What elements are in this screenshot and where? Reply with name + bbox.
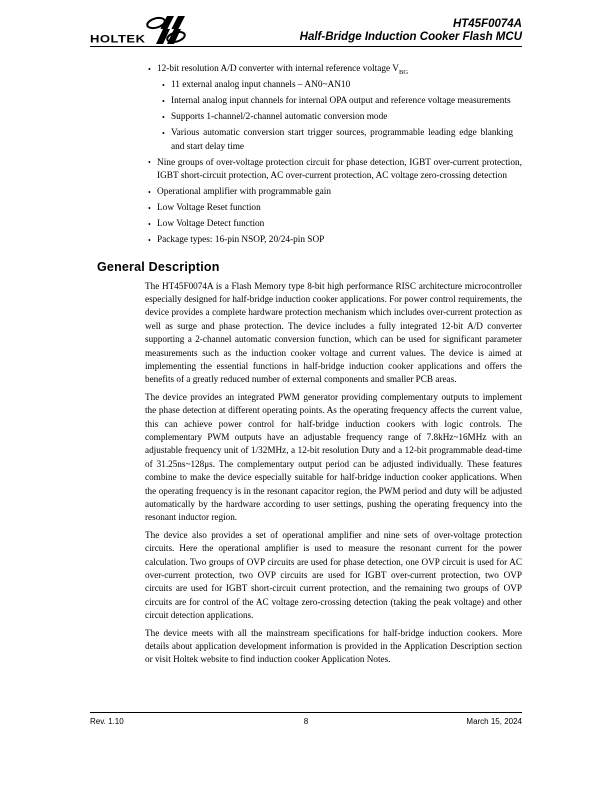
subscript-text: BG	[398, 68, 409, 76]
list-item: • Nine groups of over-voltage protection circuit for phase detection, IGBT over-current protection, IGBT short-circuit protection, AC over-current protection, AC voltage zero-crossing detection	[148, 157, 522, 184]
revision-label: Rev. 1.10	[90, 717, 124, 726]
list-item: • Package types: 16-pin NSOP, 20/24-pin SOP	[148, 234, 522, 248]
document-subtitle: Half-Bridge Induction Cooker Flash MCU	[299, 31, 522, 43]
holtek-logo	[90, 15, 186, 46]
feature-list	[148, 63, 522, 248]
paragraph: The HT45F0074A is a Flash Memory type 8-bit high performance RISC architecture microcontroller especially designed for half-bridge induction cooker applications. For power control requirements, the device provides a complete hardware protection mechanism which includes over-current protection as well as surge and phase protection. The device includes a fully integrated 12-bit A/D converter supporting a 2-channel automatic conversion function, which can be used for significant parameter measurements such as the induction cooker voltage and current values. The device is aimed at implementing the essential functions in half-bridge induction cooker applications and offers the benefits of a greatly reduced number of external components and smaller PCB areas.	[145, 280, 522, 385]
list-item	[148, 63, 522, 77]
holtek-logo-mark-icon	[146, 15, 186, 45]
list-item: • Internal analog input channels for internal OPA output and reference voltage measurements	[162, 95, 513, 109]
list-item: • Supports 1-channel/2-channel automatic conversion mode	[162, 111, 513, 125]
holtek-logo-text: HOLTEK	[90, 32, 146, 45]
page-header	[90, 12, 522, 47]
paragraph: The device also provides a set of operational amplifier and nine sets of over-voltage protection circuits. Here the operational amplifier is used to measure the resonant current for the power calculation. Two groups of OVP circuits are used for phase detection, one OVP circuit is used for AC over-current protection, two OVP circuits are used for IGBT over-current protection, two OVP circuits are used for IGBT short-circuit current protection, and the remaining two groups of OVP circuits are for control of the AC voltage zero-crossing detection (taking the peak voltage) and other circuit detection applications.	[145, 529, 522, 621]
page-number: 8	[303, 717, 309, 726]
section-heading-general-description: General Description	[97, 259, 220, 274]
paragraph: The device provides an integrated PWM generator providing complementary outputs to implement the phase detection at different operating points. As the operating frequency affects the current value, this can achieve power control for half-bridge induction cookers with logic controls. The complementary PWM outputs have an adjustable frequency range of 7.8kHz~16MHz with an adjustable frequency unit of 1/32MHz, a 12-bit resolution Duty and a 12-bit programmable dead-time of 31.25ns~128μs. The complementary output period can be adjusted individually. These features combine to make the device especially suitable for half-bridge induction cooker applications. When the operating frequency is in the resonant capacitor region, the PWM period and duty will be adjusted automatically by the hardware according to user settings, pushing the operating frequency into the resonant inductor region.	[145, 391, 522, 523]
date-label: March 15, 2024	[466, 717, 522, 726]
list-item: • Low Voltage Detect function	[148, 218, 522, 232]
list-item: • 11 external analog input channels – AN0~AN10	[162, 79, 513, 93]
list-item: • Various automatic conversion start trigger sources, programmable leading edge blanking and start delay time	[162, 127, 513, 154]
document-title-block	[300, 18, 522, 46]
general-description-text	[145, 280, 522, 667]
list-item-text: 12-bit resolution A/D converter with internal reference voltage V	[157, 64, 399, 74]
list-item: • Operational amplifier with programmable gain	[148, 186, 522, 200]
page-footer	[90, 712, 522, 726]
paragraph: The device meets with all the mainstream specifications for half-bridge induction cookers. More details about application development information is provided in the Application Description section or visit Holtek website to find induction cooker Application Notes.	[145, 627, 522, 665]
part-number: HT45F0074A	[452, 18, 522, 30]
page-body	[90, 63, 522, 671]
list-item: • Low Voltage Reset function	[148, 202, 522, 216]
